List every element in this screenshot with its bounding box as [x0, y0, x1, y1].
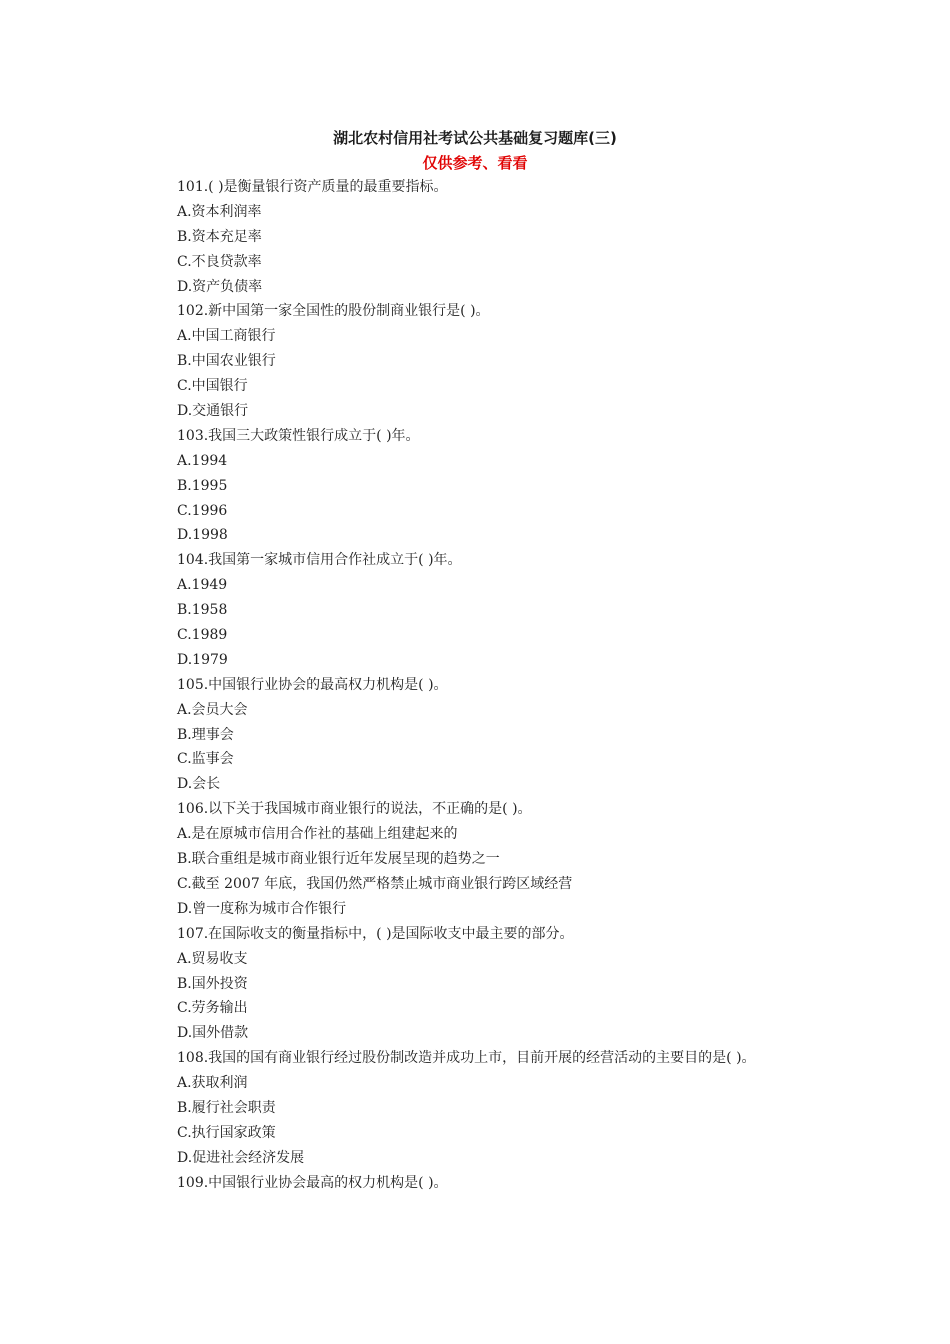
question-option: D.资产负债率 — [177, 278, 263, 295]
question-option: A.1994 — [177, 452, 228, 469]
question-option: A.中国工商银行 — [177, 328, 276, 345]
question-option: A.是在原城市信用合作社的基础上组建起来的 — [177, 826, 458, 843]
document-subtitle: 仅供参考、看看 — [422, 154, 528, 172]
question-option: A.贸易收支 — [177, 950, 248, 967]
question-stem: 107.在国际收支的衡量指标中，( )是国际收支中最主要的部分。 — [177, 925, 574, 942]
question-option: B.联合重组是城市商业银行近年发展呈现的趋势之一 — [177, 851, 500, 868]
question-option: D.1998 — [177, 527, 228, 544]
question-option: C.监事会 — [177, 751, 234, 768]
question-option: D.1979 — [177, 651, 228, 668]
question-option: B.资本充足率 — [177, 228, 262, 245]
question-option: D.会长 — [177, 776, 221, 793]
question-option: B.中国农业银行 — [177, 353, 276, 370]
question-stem: 105.中国银行业协会的最高权力机构是( )。 — [177, 676, 448, 693]
question-option: C.截至 2007 年底，我国仍然严格禁止城市商业银行跨区域经营 — [177, 875, 573, 892]
question-option: D.国外借款 — [177, 1025, 249, 1042]
question-option: C.劳务输出 — [177, 1000, 248, 1017]
question-option: A.会员大会 — [177, 701, 248, 718]
question-stem: 103.我国三大政策性银行成立于( )年。 — [177, 427, 420, 444]
question-stem: 106.以下关于我国城市商业银行的说法，不正确的是( )。 — [177, 801, 532, 818]
question-option: B.履行社会职责 — [177, 1099, 276, 1116]
question-option: C.不良贷款率 — [177, 253, 262, 270]
question-option: B.1995 — [177, 477, 228, 494]
question-stem: 109.中国银行业协会最高的权力机构是( )。 — [177, 1174, 448, 1191]
document-title: 湖北农村信用社考试公共基础复习题库(三) — [333, 129, 617, 147]
question-option: C.中国银行 — [177, 378, 248, 395]
question-stem: 101.( )是衡量银行资产质量的最重要指标。 — [177, 179, 448, 195]
question-stem: 108.我国的国有商业银行经过股份制改造并成功上市，目前开展的经营活动的主要目的是( )。 — [177, 1050, 756, 1067]
question-option: B.国外投资 — [177, 975, 248, 992]
question-option: C.执行国家政策 — [177, 1124, 276, 1141]
question-option: C.1989 — [177, 627, 228, 644]
question-stem: 104.我国第一家城市信用合作社成立于( )年。 — [177, 552, 462, 569]
question-option: B.1958 — [177, 602, 228, 619]
question-option: A.资本利润率 — [177, 203, 262, 220]
question-option: A.获取利润 — [177, 1075, 248, 1092]
question-option: B.理事会 — [177, 726, 234, 743]
question-option: D.促进社会经济发展 — [177, 1149, 305, 1166]
question-list — [144, 175, 804, 1196]
question-option: C.1996 — [177, 502, 228, 519]
question-stem: 102.新中国第一家全国性的股份制商业银行是( )。 — [177, 303, 490, 320]
question-option: D.曾一度称为城市合作银行 — [177, 900, 347, 917]
question-option: D.交通银行 — [177, 403, 249, 420]
question-option: A.1949 — [177, 577, 228, 594]
